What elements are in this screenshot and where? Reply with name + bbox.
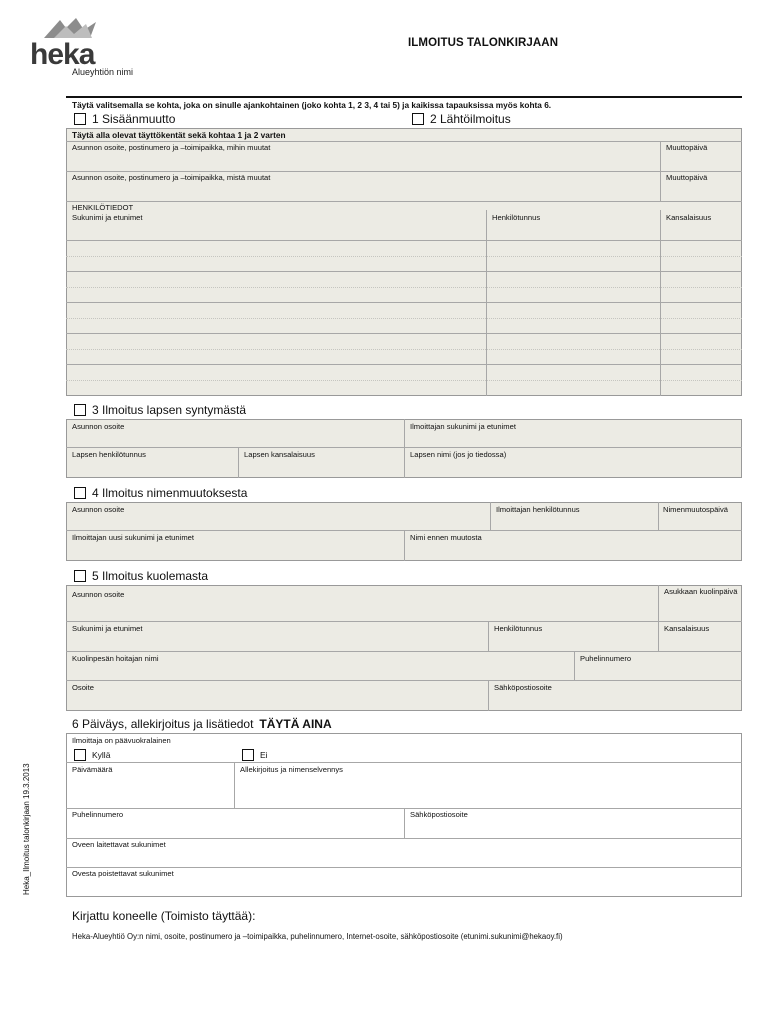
yes-checkbox[interactable] <box>74 749 86 761</box>
person-nationality-label: Kansalaisuus <box>666 213 712 222</box>
door-remove-label: Ovesta poistettavat sukunimet <box>72 869 174 878</box>
estate-manager-label: Kuolinpesän hoitajan nimi <box>72 654 159 663</box>
birth-checkbox[interactable] <box>74 404 86 416</box>
person-name-label: Sukunimi ja etunimet <box>72 213 143 222</box>
move-in-checkbox[interactable] <box>74 113 86 125</box>
option-name-change[interactable] <box>74 486 247 500</box>
option-birth[interactable] <box>74 403 246 417</box>
logo-text: heka <box>30 38 95 71</box>
move-in-label: 1 Sisäänmuutto <box>92 112 176 126</box>
death-checkbox[interactable] <box>74 570 86 582</box>
child-ssn-label: Lapsen henkilötunnus <box>72 450 146 459</box>
nc-new-name-label: Ilmoittajan uusi sukunimi ja etunimet <box>72 533 194 542</box>
persons-header: HENKILÖTIEDOT <box>72 203 134 212</box>
top-rule <box>66 96 742 98</box>
nc-old-name-label: Nimi ennen muutosta <box>410 533 482 542</box>
option-move-out[interactable] <box>412 112 511 126</box>
primary-tenant-yes[interactable] <box>74 749 110 761</box>
death-nationality-label: Kansalaisuus <box>664 624 710 633</box>
child-nationality-label: Lapsen kansalaisuus <box>244 450 315 459</box>
death-ssn-label: Henkilötunnus <box>494 624 543 633</box>
nc-address-label: Asunnon osoite <box>72 505 125 514</box>
document-title: ILMOITUS TALONKIRJAAN <box>408 37 559 49</box>
side-note: Heka_Ilmoitus talonkirjaan 19.3.2013 <box>22 763 31 895</box>
nc-ssn-label: Ilmoittajan henkilötunnus <box>496 505 580 514</box>
section-6-title-bold: TÄYTÄ AINA <box>259 717 332 731</box>
date-label: Päivämäärä <box>72 765 113 774</box>
death-section-title: 5 Ilmoitus kuolemasta <box>92 569 209 583</box>
name-change-checkbox[interactable] <box>74 487 86 499</box>
death-phone-label: Puhelinnumero <box>580 654 632 663</box>
section-6-title: 6 Päiväys, allekirjoitus ja lisätiedot <box>72 717 254 731</box>
no-checkbox[interactable] <box>242 749 254 761</box>
s6-email-label: Sähköpostiosoite <box>410 810 468 819</box>
door-add-label: Oveen laitettavat sukunimet <box>72 840 166 849</box>
nc-date-label: Nimenmuutospäivä <box>663 505 728 514</box>
address-to-label: Asunnon osoite, postinumero ja –toimipaikka, mihin muutat <box>72 143 271 152</box>
birth-reporter-label: Ilmoittajan sukunimi ja etunimet <box>410 422 516 431</box>
signature-label: Allekirjoitus ja nimenselvennys <box>240 765 343 774</box>
death-name-label: Sukunimi ja etunimet <box>72 624 143 633</box>
no-label: Ei <box>260 750 268 760</box>
move-out-label: 2 Lähtöilmoitus <box>430 112 511 126</box>
option-move-in[interactable] <box>74 112 175 126</box>
child-name-label: Lapsen nimi (jos jo tiedossa) <box>410 450 507 459</box>
birth-address-label: Asunnon osoite <box>72 422 125 431</box>
primary-tenant-label: Ilmoittaja on päävuokralainen <box>72 736 171 745</box>
section-5-form <box>66 585 742 711</box>
death-date-label: Asukkaan kuolinpäivä <box>664 587 738 596</box>
option-death[interactable] <box>74 569 208 583</box>
instruction-text: Täytä valitsemalla se kohta, joka on sinulle ajankohtainen (joko kohta 1, 2 3, 4 tai 5) ja kaikissa tapauksissa myös kohta 6. <box>72 100 552 110</box>
footer-title: Kirjattu koneelle (Toimisto täyttää): <box>72 909 256 923</box>
move-date-label-1: Muuttopäivä <box>666 143 708 152</box>
death-address2-label: Osoite <box>72 683 94 692</box>
move-date-label-2: Muuttopäivä <box>666 173 708 182</box>
death-address-label: Asunnon osoite <box>72 590 125 599</box>
heka-logo <box>28 16 148 80</box>
footer-text: Heka-Alueyhtiö Oy:n nimi, osoite, postinumero ja –toimipaikka, puhelinnumero, Internet-osoite, sähköpostiosoite (etunimi.sukunimi@hekaoy.fi) <box>72 932 563 941</box>
fill-note: Täytä alla olevat täyttökentät sekä kohtaa 1 ja 2 varten <box>72 130 286 140</box>
birth-section-title: 3 Ilmoitus lapsen syntymästä <box>92 403 247 417</box>
move-out-checkbox[interactable] <box>412 113 424 125</box>
s6-phone-label: Puhelinnumero <box>72 810 124 819</box>
name-change-section-title: 4 Ilmoitus nimenmuutoksesta <box>92 486 248 500</box>
logo-subtitle: Alueyhtiön nimi <box>72 67 134 77</box>
section-6-heading <box>72 717 332 731</box>
primary-tenant-no[interactable] <box>242 749 268 761</box>
death-email-label: Sähköpostiosoite <box>494 683 552 692</box>
person-ssn-label: Henkilötunnus <box>492 213 541 222</box>
address-to-field[interactable] <box>67 154 659 170</box>
yes-label: Kyllä <box>92 750 111 760</box>
address-from-label: Asunnon osoite, postinumero ja –toimipaikka, mistä muutat <box>72 173 271 182</box>
